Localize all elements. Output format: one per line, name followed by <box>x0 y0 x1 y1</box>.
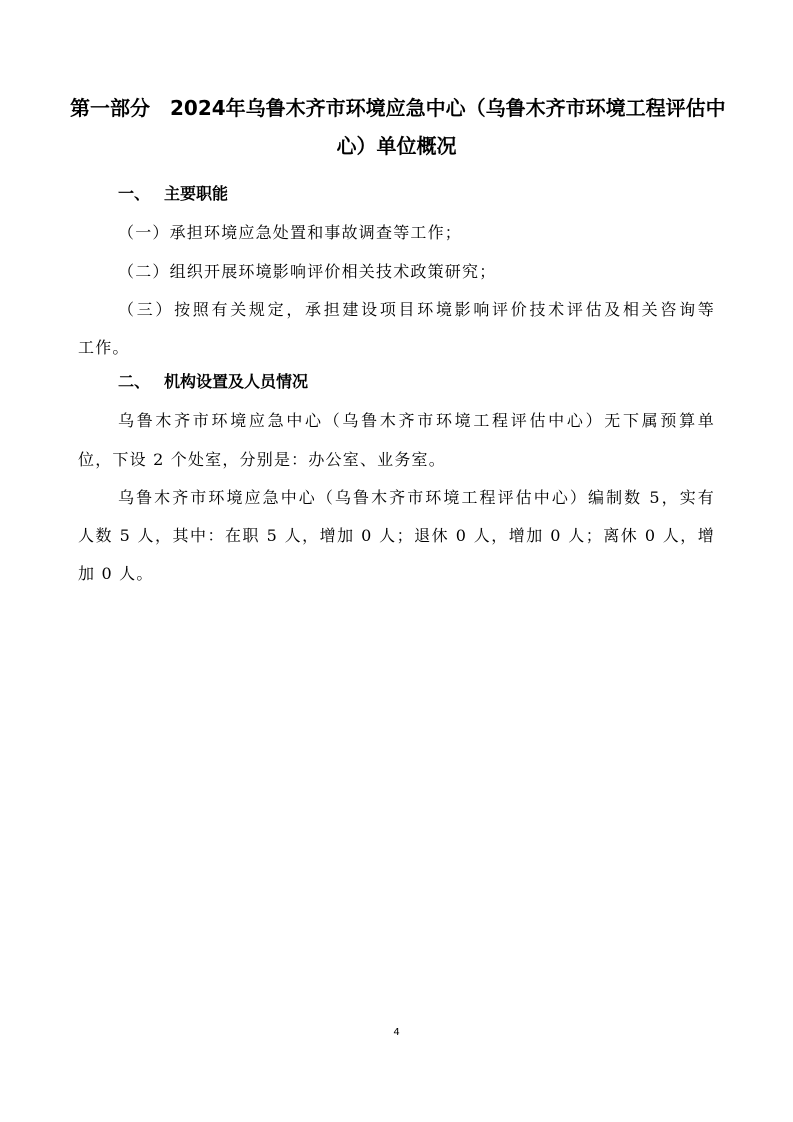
page-number: 4 <box>393 1027 400 1038</box>
staffing-paragraph-line-1: 乌鲁木齐市环境应急中心（乌鲁木齐市环境工程评估中心）编制数 5，实有 <box>118 488 715 507</box>
function-item-2: （二）组织开展环境影响评价相关技术政策研究； <box>118 262 497 281</box>
function-item-3-continued: 工作。 <box>78 338 130 357</box>
section-number: 一、 <box>118 184 151 203</box>
page-title-continued: 心）单位概况 <box>336 134 457 158</box>
organization-paragraph-line-2: 位，下设 2 个处室，分别是：办公室、业务室。 <box>78 450 446 469</box>
function-item-1: （一）承担环境应急处置和事故调查等工作； <box>118 223 463 242</box>
section-heading-main-functions <box>118 182 228 206</box>
section-title: 主要职能 <box>164 184 229 203</box>
function-item-3: （三）按照有关规定，承担建设项目环境影响评价技术评估及相关咨询等 <box>118 300 715 319</box>
page-title: 第一部分 2024年乌鲁木齐市环境应急中心（乌鲁木齐市环境工程评估中 <box>70 96 726 120</box>
section-number: 二、 <box>118 372 151 391</box>
section-title: 机构设置及人员情况 <box>164 372 309 391</box>
staffing-paragraph-line-2: 人数 5 人，其中：在职 5 人，增加 0 人；退休 0 人，增加 0 人；离休 0 人，增 <box>78 526 715 545</box>
section-heading-organization <box>118 370 308 394</box>
organization-paragraph-line-1: 乌鲁木齐市环境应急中心（乌鲁木齐市环境工程评估中心）无下属预算单 <box>118 411 715 430</box>
staffing-paragraph-line-3: 加 0 人。 <box>78 564 154 583</box>
